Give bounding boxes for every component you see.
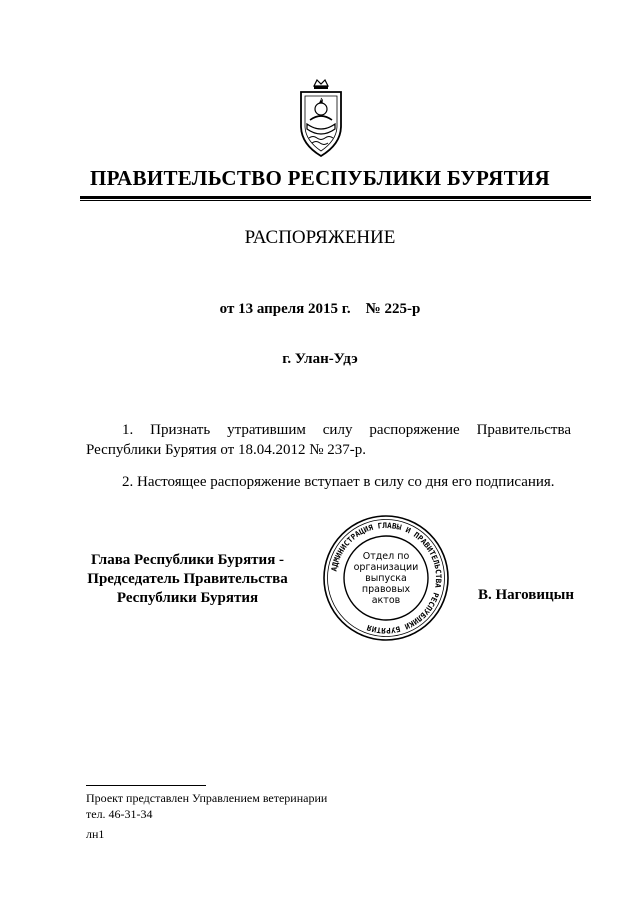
stamp-ring-text: АДМИНИСТРАЦИЯ ГЛАВЫ И ПРАВИТЕЛЬСТВА РЕСПУБЛИКИ БУРЯТИЯ	[329, 520, 444, 636]
signer-position	[80, 551, 295, 608]
footnote-initials: лн1	[86, 827, 105, 841]
signer-position-line: Республики Бурятия	[116, 590, 259, 606]
government-title: ПРАВИТЕЛЬСТВО РЕСПУБЛИКИ БУРЯТИЯ	[89, 166, 550, 190]
stamp-center-line: актов	[371, 595, 401, 606]
stamp-center-line: организации	[353, 562, 419, 573]
date-and-number: от 13 апреля 2015 г. № 225-р	[219, 301, 421, 317]
paragraph-1: 1. Признать утратившим силу распоряжение Правительства Республики Бурятия от 18.04.2012 № 237-р.	[86, 422, 571, 458]
header-rule-thick	[80, 196, 591, 199]
header-rule-thin	[80, 200, 591, 201]
footnote-phone: тел. 46-31-34	[86, 807, 153, 821]
signer-position-line: Глава Республики Бурятия -	[90, 552, 285, 568]
city: г. Улан-Удэ	[282, 351, 358, 367]
coat-of-arms-icon	[296, 76, 346, 160]
signer-position-line: Председатель Правительства	[87, 571, 288, 587]
stamp-center-line: выпуска	[365, 573, 407, 584]
signer-name: В. Наговицын	[478, 587, 574, 603]
document-type: РАСПОРЯЖЕНИЕ	[244, 227, 396, 248]
footnote-rule	[86, 785, 206, 786]
paragraph-2: 2. Настоящее распоряжение вступает в силу со дня его подписания.	[122, 474, 555, 490]
footnote-prepared-by: Проект представлен Управлением ветеринарии	[86, 791, 328, 805]
stamp-center-line: правовых	[361, 584, 411, 595]
official-stamp	[322, 514, 450, 642]
stamp-center-line: Отдел по	[362, 551, 410, 562]
